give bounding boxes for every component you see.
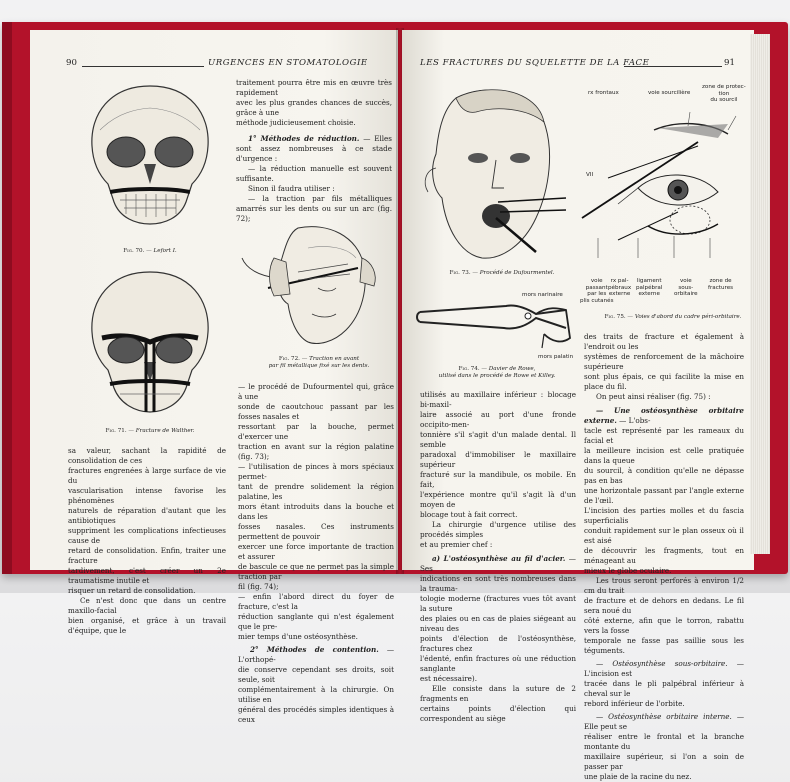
text-line: tonnière s'il s'agit d'un malade dental. Il semble [420, 430, 576, 449]
text-line: une plaie de la racine du nez. [584, 772, 692, 781]
label-ligament [636, 278, 662, 298]
running-head-left: URGENCES EN STOMATOLOGIE [208, 58, 368, 68]
fig73-number: Fig. 73. [449, 270, 471, 276]
text-line: paradoxal d'immobiliser le maxillaire supérieur [420, 450, 576, 469]
text-line: ressortant par la bouche, permet d'exercer une [238, 422, 394, 441]
text-line: La chirurgie d'urgence utilise des procédés simples [420, 520, 576, 539]
text-line: sonde de caoutchouc passant par les fosses nasales et [238, 402, 394, 421]
text-line: — la réduction manuelle est souvent suffisante. [236, 164, 392, 183]
text-line: réduction sanglante qui n'est également que le pre- [238, 612, 394, 631]
label-voie-sous-orbitaire [674, 278, 698, 298]
text-line: Sinon il faudra utiliser : [248, 184, 335, 193]
text-line: points d'élection de l'ostéosynthèse, fractures chez [420, 634, 576, 653]
text-line: du sourcil, à condition qu'elle ne dépasse pas en bas [584, 466, 744, 485]
text-line: Elle consiste dans la suture de 2 fragments en [420, 684, 576, 703]
text-line: — la traction par fils métalliques amarrés sur les dents ou sur un arc (fig. 72); [236, 194, 392, 223]
label-line: externe [638, 291, 660, 297]
fig74-number: Fig. 74. [458, 366, 480, 372]
text-line: est nécessaire). [420, 674, 478, 683]
text-line: l'expérience montre qu'il s'agit là d'un moyen de [420, 490, 576, 509]
text-line: mors étant introduits dans la bouche et dans les [238, 502, 394, 521]
text-line: Les trous seront perforés à environ 1/2 cm du trait [584, 576, 744, 595]
text-line: général des procédés simples identiques à ceux [238, 705, 394, 724]
header-rule-right [624, 66, 722, 67]
subheading-sous-orbitaire: — Ostéosynthèse sous-orbitaire. [596, 659, 728, 668]
label-zone-protection [702, 84, 746, 104]
label-line: palpébral [636, 284, 663, 291]
text-line: On peut ainsi réaliser (fig. 75) : [596, 392, 711, 401]
text-line: traction en avant sur la région palatine (fig. 73); [238, 442, 394, 461]
text-line: naturels de réparation d'autant que les antibiotiques [68, 506, 226, 525]
label-rx-palpebraux [608, 278, 631, 298]
label-line: fractures [708, 284, 734, 291]
fig74-title-line1: Davier de Rowe, [488, 366, 536, 372]
cover-spine-edge [2, 22, 12, 574]
text-line: — Elles sont assez nombreuses à ce stade d'urgence : [236, 134, 392, 163]
text-line: indications en sont très nombreuses dans la trauma- [420, 574, 576, 593]
text-line: avec les plus grandes chances de succès, grâce à une [236, 98, 392, 117]
text-line: certains points d'élection qui correspondent au siège [420, 704, 576, 723]
fig72-title-line2: par fil métallique fixé sur les dents. [268, 363, 370, 369]
page-number-right: 91 [724, 58, 735, 68]
label-line: pébraux [608, 284, 632, 291]
left-page-left-column-bottom [68, 446, 226, 636]
left-page-right-column-top [236, 78, 392, 224]
text-line: — L'orthopé- [238, 645, 394, 664]
text-line: mieux le globe oculaire. [584, 566, 672, 575]
fig74-title-line2: utilisé dans le procédé de Rowe et Killey. [438, 373, 556, 379]
text-line: l'édenté, enfin fractures où une réduction sanglante [420, 654, 576, 673]
text-line: tant de prendre solidement la région palatine, les [238, 482, 394, 501]
label-line: passant [585, 284, 608, 291]
text-line: suppriment les complications infectieuses cause de [68, 526, 226, 545]
text-line: la meilleure incision est celle pratiquée dans la queue [584, 446, 744, 465]
eye-orbit-diagram [578, 108, 748, 268]
label-line: voie [679, 278, 692, 284]
text-line: côté externe, afin que le torron, rabattu vers la fosse [584, 616, 744, 635]
section-heading-reduction: 1° Méthodes de réduction. [248, 134, 360, 143]
face-dufourmentel-illustration [416, 78, 566, 268]
text-line: — enfin l'abord direct du foyer de fracture, c'est la [238, 592, 394, 611]
text-line: risquer un retard de consolidation. [68, 586, 196, 595]
label-line: orbitaire [674, 291, 698, 297]
subheading-orbitaire-externe: — Une ostéosynthèse orbitaire externe. [584, 406, 744, 425]
rowe-forceps-illustration [416, 298, 576, 360]
fig75-number: Fig. 75. [604, 314, 626, 320]
text-line: fractures engrenées à large surface de vie du [68, 466, 226, 485]
fig75-title: Voies d'abord du cadre péri-orbitaire. [634, 314, 742, 320]
text-line: systèmes de renforcement de la mâchoire supérieure [584, 352, 744, 371]
text-line: L'incision des parties molles et du fascia superficialis [584, 506, 744, 525]
text-line: réaliser entre le frontal et la branche montante du [584, 732, 744, 751]
skull-illustration-lefort [80, 80, 220, 230]
fig71-caption: Fig. 71. — Fracture de Walther. [105, 428, 195, 434]
text-line: maxillaire supérieur, si l'on a soin de passer par [584, 752, 744, 771]
section-heading-osteosynthese: a) L'ostéosynthèse au fil d'acier. [432, 554, 566, 563]
text-line: die conserve cependant ses droits, soit seule, soit [238, 665, 394, 684]
text-line: fracturé sur la mandibule, os mobile. En fait, [420, 470, 576, 489]
fig72-number: Fig. 72. [278, 356, 300, 362]
text-line: temporale ne fasse pas saillie sous les téguments. [584, 636, 744, 655]
text-line: une horizontale passant par l'angle externe de l'œil. [584, 486, 744, 505]
text-line: — L'obs- [619, 416, 651, 425]
right-page [402, 30, 754, 781]
label-line: tion [718, 90, 730, 97]
label-voie-sourciliere: voie sourcilière [648, 90, 691, 96]
text-line: tardivement, c'est créer un 2e traumatisme inutile et [68, 566, 226, 585]
text-line: méthode judicieusement choisie. [236, 118, 356, 127]
text-line: des traits de fracture et également à l'endroit ou les [584, 332, 744, 351]
label-line: rx pal- [610, 278, 629, 284]
label-line: plis cutanés [580, 297, 614, 304]
text-line: de bascule ce que ne permet pas la simple traction par [238, 562, 394, 581]
label-mors-palatin: mors palatin [538, 354, 574, 360]
text-line: et au premier chef : [420, 540, 493, 549]
label-line: voie [590, 278, 603, 284]
fig72-caption: Fig. 72. — Traction en avant par fil métallique fixé sur les dents. [268, 356, 370, 369]
text-line: vascularisation intense favorise les phénomènes [68, 486, 226, 505]
text-line: Ce n'est donc que dans un centre maxillo-facial [68, 596, 226, 615]
fig72-title-line1: Traction en avant [309, 356, 360, 362]
right-page-left-column [420, 390, 576, 724]
left-page-right-column-bottom [238, 382, 394, 725]
label-line: externe [608, 291, 631, 297]
text-line: mier temps d'une ostéosynthèse. [238, 632, 358, 641]
text-line: retard de consolidation. Enfin, traiter une fracture [68, 546, 226, 565]
text-line: tacle est représenté par les rameaux du facial et [584, 426, 744, 445]
label-rx-frontaux: rx frontaux [588, 90, 619, 96]
fig73-title: Procédé de Dufourmentel. [479, 270, 555, 276]
text-line: de découvrir les fragments, tout en ménageant au [584, 546, 744, 565]
text-line: fosses nasales. Ces instruments permettent de pouvoir [238, 522, 394, 541]
label-line: du sourcil [710, 97, 738, 103]
skull-illustration-walther [80, 266, 220, 418]
text-line: — L'incision est [584, 659, 744, 678]
label-line: zone de protec- [702, 84, 746, 90]
text-line: — le procédé de Dufourmentel qui, grâce à une [238, 382, 394, 401]
right-page-right-column [584, 332, 744, 782]
text-line: — l'utilisation de pinces à mors spéciaux permet- [238, 462, 394, 481]
text-line: utilisés au maxillaire inférieur : blocage bi-maxil- [420, 390, 576, 409]
right-page-stack-edges [750, 34, 770, 554]
fig70-title: Lefort I. [153, 248, 177, 254]
subheading-orbitaire-interne: — Ostéosynthèse orbitaire interne. [596, 712, 732, 721]
text-line: fil (fig. 74); [238, 582, 279, 591]
text-line: sa valeur, sachant la rapidité de consolidation de ces [68, 446, 226, 465]
label-vii: VII [586, 172, 594, 178]
label-line: par les [587, 291, 607, 297]
left-page [30, 30, 398, 724]
face-traction-illustration [238, 218, 390, 352]
label-mors-narinaire: mors narinaire [522, 292, 563, 298]
fig71-number: Fig. 71. [105, 428, 127, 434]
label-zone-fractures [708, 278, 733, 291]
text-line: traitement pourra être mis en œuvre très rapidement [236, 78, 392, 97]
text-line: complémentairement à la chirurgie. On utilise en [238, 685, 394, 704]
text-line: exercer une force importante de traction et assurer [238, 542, 394, 561]
text-line: de fracture et de dehors en dedans. Le fil sera noué du [584, 596, 744, 615]
text-line: rebord inférieur de l'orbite. [584, 699, 685, 708]
fig74-caption: Fig. 74. — Davier de Rowe, utilisé dans le procédé de Rowe et Killey. [438, 366, 556, 379]
text-line: — Ses [420, 554, 576, 573]
text-line: sont plus épais, ce qui facilite la mise en place du fil. [584, 372, 744, 391]
text-line: tologie moderne (fractures vues tôt avant la suture [420, 594, 576, 613]
text-line: conduit rapidement sur le plan osseux où il est aisé [584, 526, 744, 545]
text-line: bien organisé, et grâce à un travail d'équipe, que le [68, 616, 226, 635]
page-number-left: 90 [66, 58, 77, 68]
label-line: zone de [709, 278, 732, 284]
fig75-caption: Fig. 75. — Voies d'abord du cadre péri-orbitaire. [604, 314, 742, 320]
running-head-right: LES FRACTURES DU SQUELETTE DE LA FACE [420, 58, 650, 68]
fig70-number: Fig. 70. [123, 248, 145, 254]
text-line: des plaies ou en cas de plaies siégeant au niveau des [420, 614, 576, 633]
fig70-caption: Fig. 70. — Lefort I. [123, 248, 177, 254]
label-line: sous- [678, 284, 694, 291]
label-line: ligament [636, 278, 662, 284]
fig73-caption: Fig. 73. — Procédé de Dufourmentel. [449, 270, 555, 276]
header-rule-left [82, 66, 204, 67]
section-heading-contention: 2° Méthodes de contention. [250, 645, 379, 654]
text-line: laire associé au port d'une fronde occipito-men- [420, 410, 576, 429]
fig71-title: Fracture de Walther. [135, 428, 195, 434]
text-line: tracée dans le pli palpébral inférieur à cheval sur le [584, 679, 744, 698]
text-line: blocage tout à fait correct. [420, 510, 518, 519]
text-line: — Elle peut se [584, 712, 744, 731]
